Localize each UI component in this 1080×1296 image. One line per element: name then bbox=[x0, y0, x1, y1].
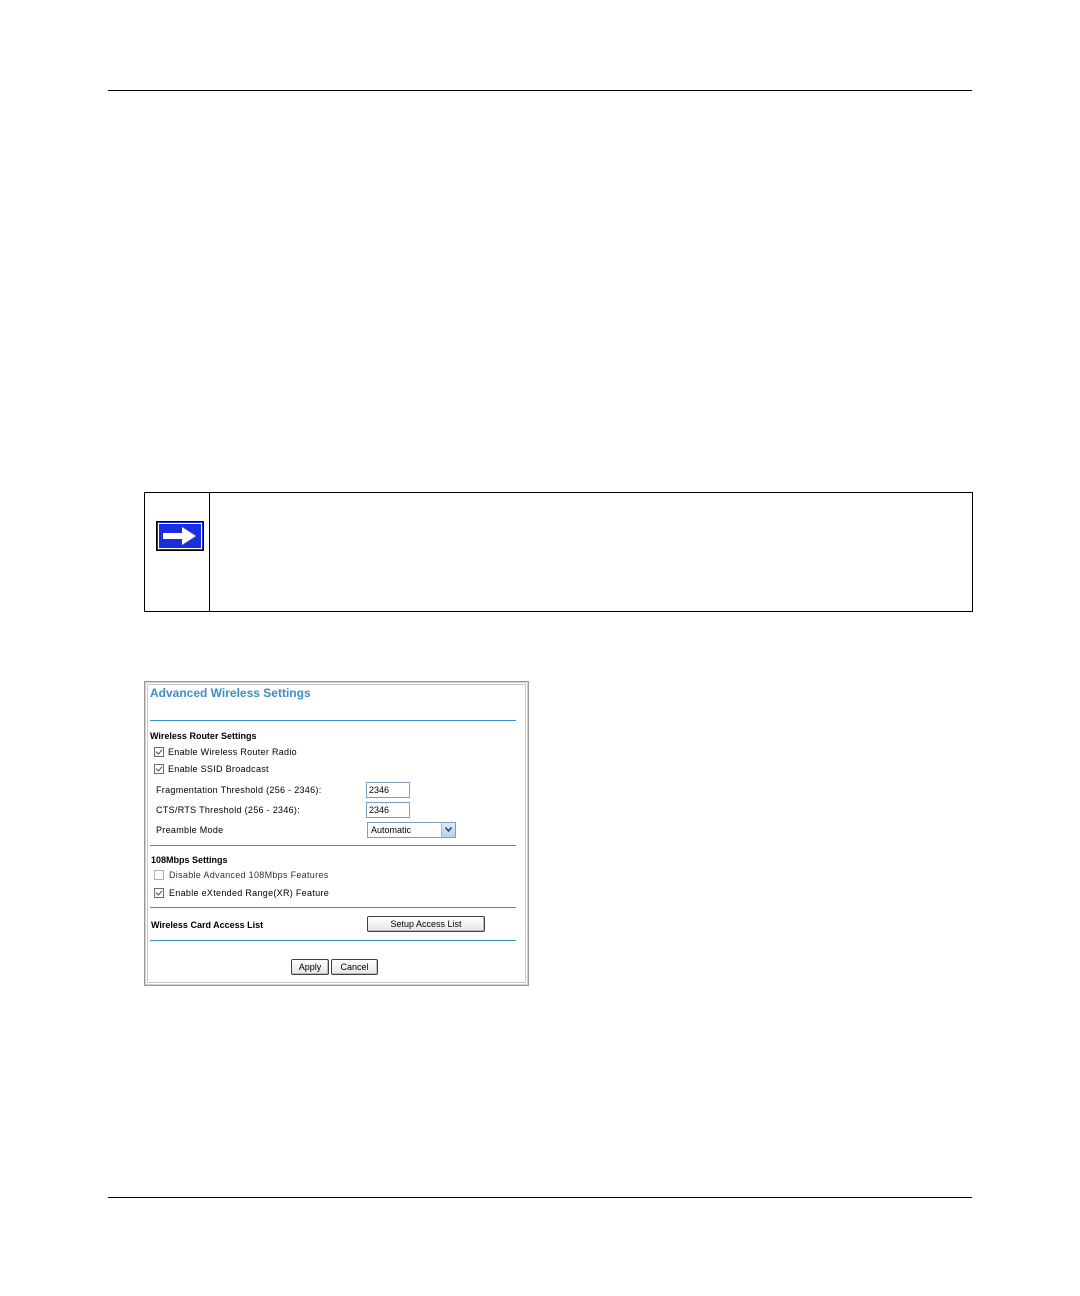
enable-radio-checkbox[interactable] bbox=[154, 747, 164, 757]
preamble-select[interactable] bbox=[367, 822, 456, 838]
dropdown-button[interactable] bbox=[441, 823, 455, 837]
advanced-wireless-settings-screenshot bbox=[144, 681, 529, 986]
router-settings-heading: Wireless Router Settings bbox=[150, 731, 257, 741]
chevron-down-icon bbox=[445, 827, 452, 832]
fragmentation-label: Fragmentation Threshold (256 - 2346): bbox=[156, 785, 322, 795]
section-divider-1 bbox=[150, 845, 516, 846]
footer-rule bbox=[108, 1197, 972, 1198]
title-divider bbox=[150, 720, 516, 721]
header-rule bbox=[108, 90, 972, 91]
disable-advanced-checkbox[interactable] bbox=[154, 870, 164, 880]
enable-radio-label: Enable Wireless Router Radio bbox=[168, 747, 297, 757]
enable-xr-checkbox[interactable] bbox=[154, 888, 164, 898]
apply-button[interactable]: Apply bbox=[291, 959, 329, 975]
fragmentation-input[interactable]: 2346 bbox=[366, 782, 410, 798]
section-divider-2 bbox=[150, 907, 516, 908]
preamble-value: Automatic bbox=[371, 825, 412, 835]
preamble-label: Preamble Mode bbox=[156, 825, 224, 835]
cancel-button[interactable]: Cancel bbox=[331, 959, 378, 975]
rts-input[interactable]: 2346 bbox=[366, 802, 410, 818]
note-box bbox=[144, 492, 973, 612]
note-icon-cell bbox=[145, 493, 210, 611]
setup-access-list-button[interactable]: Setup Access List bbox=[367, 916, 485, 932]
page-title: Advanced Wireless Settings bbox=[150, 686, 311, 700]
mbps-settings-heading: 108Mbps Settings bbox=[151, 855, 228, 865]
enable-ssid-label: Enable SSID Broadcast bbox=[168, 764, 269, 774]
enable-ssid-checkbox[interactable] bbox=[154, 764, 164, 774]
section-divider-3 bbox=[150, 940, 516, 941]
access-list-label: Wireless Card Access List bbox=[151, 920, 264, 930]
rts-label: CTS/RTS Threshold (256 - 2346): bbox=[156, 805, 301, 815]
enable-xr-label: Enable eXtended Range(XR) Feature bbox=[169, 888, 329, 898]
right-arrow-icon bbox=[156, 521, 204, 551]
disable-advanced-label: Disable Advanced 108Mbps Features bbox=[169, 870, 329, 880]
